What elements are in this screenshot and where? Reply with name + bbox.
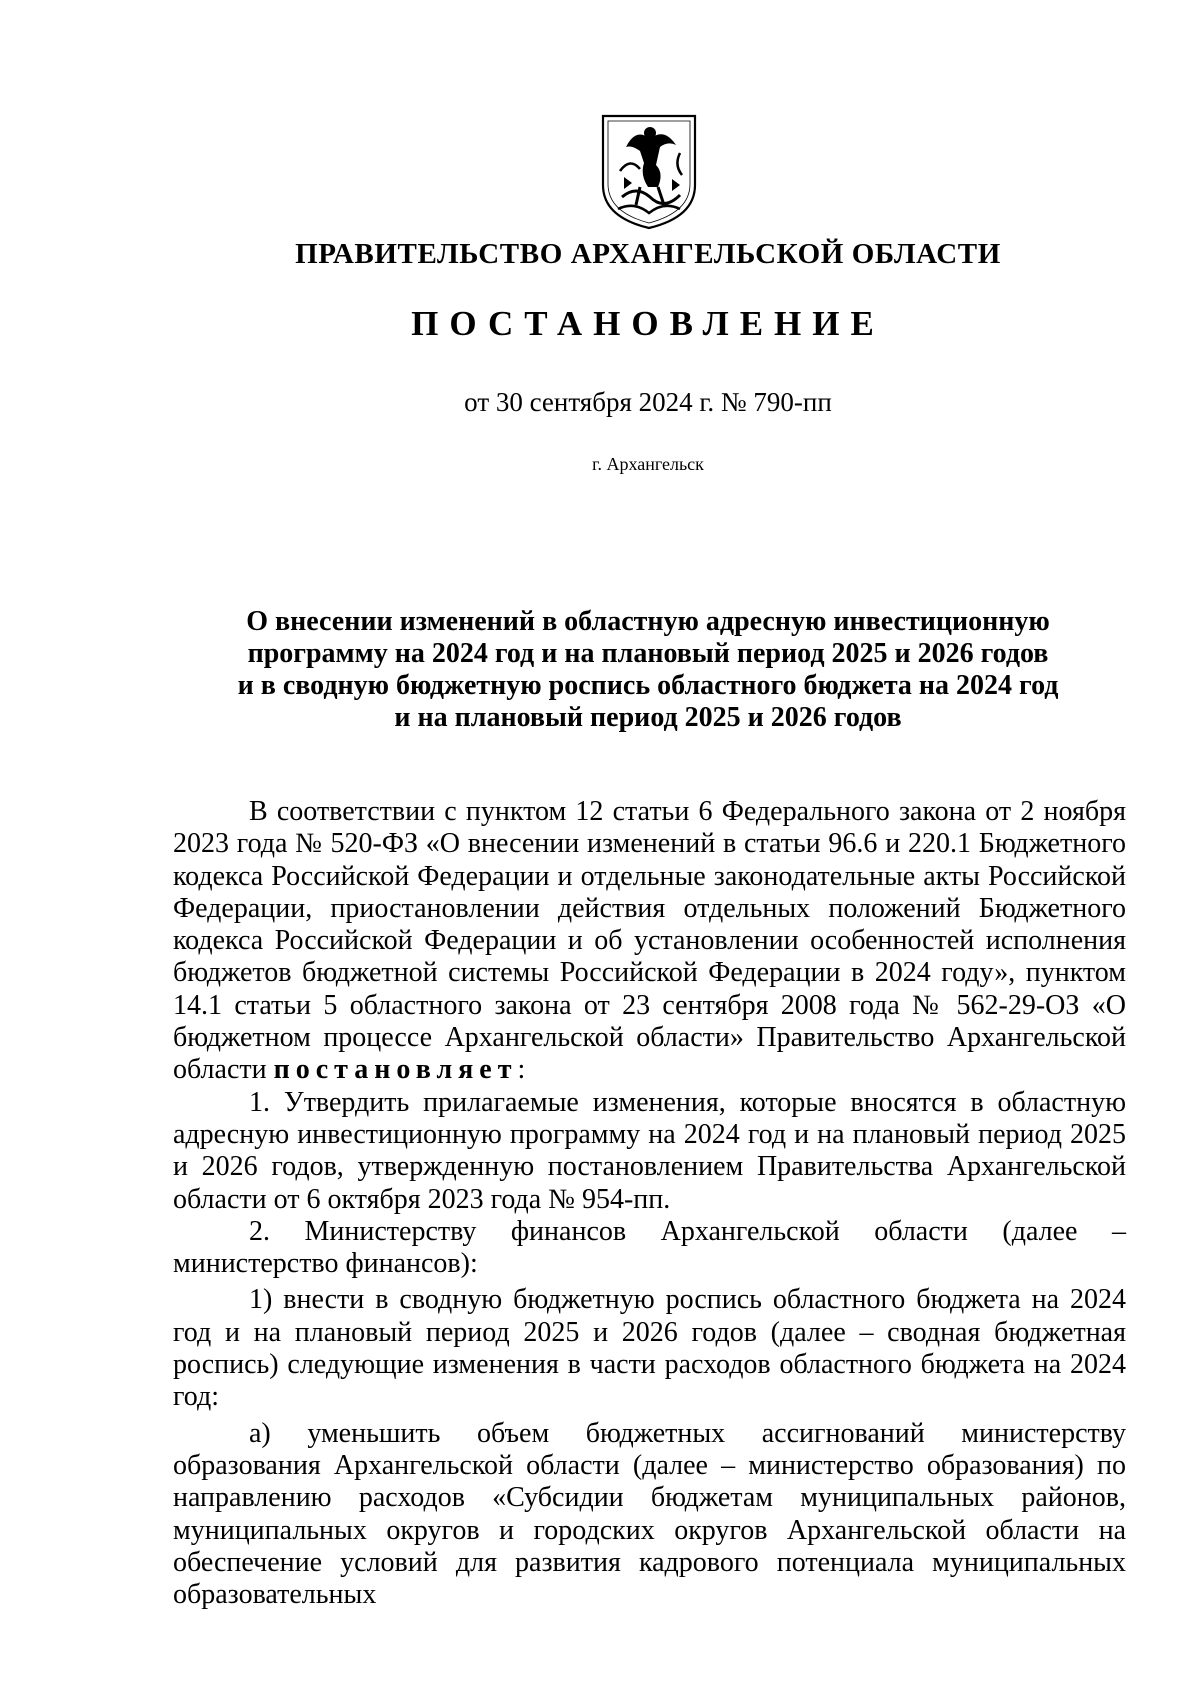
document-date-number: от 30 сентября 2024 г. № 790-пп: [464, 387, 832, 417]
document-subject: [160, 606, 1136, 734]
preamble-end: :: [517, 1054, 526, 1086]
subject-line: и на плановый период 2025 и 2026 годов: [394, 702, 902, 733]
preamble-paragraph: [173, 796, 1126, 1087]
document-city: г. Архангельск: [592, 454, 704, 474]
document-body: [173, 796, 1126, 1611]
subject-line: О внесении изменений в областную адресную инвестиционную: [246, 606, 1050, 637]
body-paragraph: 1) внести в сводную бюджетную роспись областного бюджета на 2024 год и на плановый период 2025 и 2026 годов (далее – сводная бюджетная роспись) следующие изменения в части расходов областного бюджета на 2024 год:: [173, 1284, 1126, 1413]
government-name: ПРАВИТЕЛЬСТВО АРХАНГЕЛЬСКОЙ ОБЛАСТИ: [295, 238, 1001, 270]
body-paragraph: 2. Министерству финансов Архангельской области (далее – министерство финансов):: [173, 1215, 1126, 1280]
body-paragraph: а) уменьшить объем бюджетных ассигнований министерству образования Архангельской области (далее – министерство образования) по направлению расходов «Субсидии бюджетам муниципальных районов, муниципальных округов и городских округов Архангельской области на обеспечение условий для развития кадрового потенциала муниципальных образовательных: [173, 1417, 1126, 1611]
subject-line: и в сводную бюджетную роспись областного бюджета на 2024 год: [237, 670, 1059, 701]
body-paragraph: 1. Утвердить прилагаемые изменения, которые вносятся в областную адресную инвестиционную программу на 2024 год и на плановый период 2025 и 2026 годов, утвержденную постановлением Правительства Архангельской области от 6 октября 2023 года № 954-пп.: [173, 1086, 1126, 1215]
subject-line: программу на 2024 год и на плановый период 2025 и 2026 годов: [247, 638, 1049, 669]
document-type: ПОСТАНОВЛЕНИЕ: [411, 304, 885, 343]
coat-of-arms-icon: [600, 113, 698, 231]
preamble-text: В соответствии с пунктом 12 статьи 6 Федерального закона от 2 ноября 2023 года № 520-ФЗ «О внесении изменений в статьи 96.6 и 220.1 Бюджетного кодекса Российской Федерации и отдельные законодательные акты Российской Федерации, приостановлении действия отдельных положений Бюджетного кодекса Российской Федерации и об установлении особенностей исполнения бюджетов бюджетной системы Российской Федерации в 2024 году», пунктом 14.1 статьи 5 областного закона от 23 сентября 2008 года № 562-29-ОЗ «О бюджетном процессе Архангельской области» Правительство Архангельской области: [173, 796, 1126, 1086]
decree-word: постановляет: [273, 1054, 518, 1086]
